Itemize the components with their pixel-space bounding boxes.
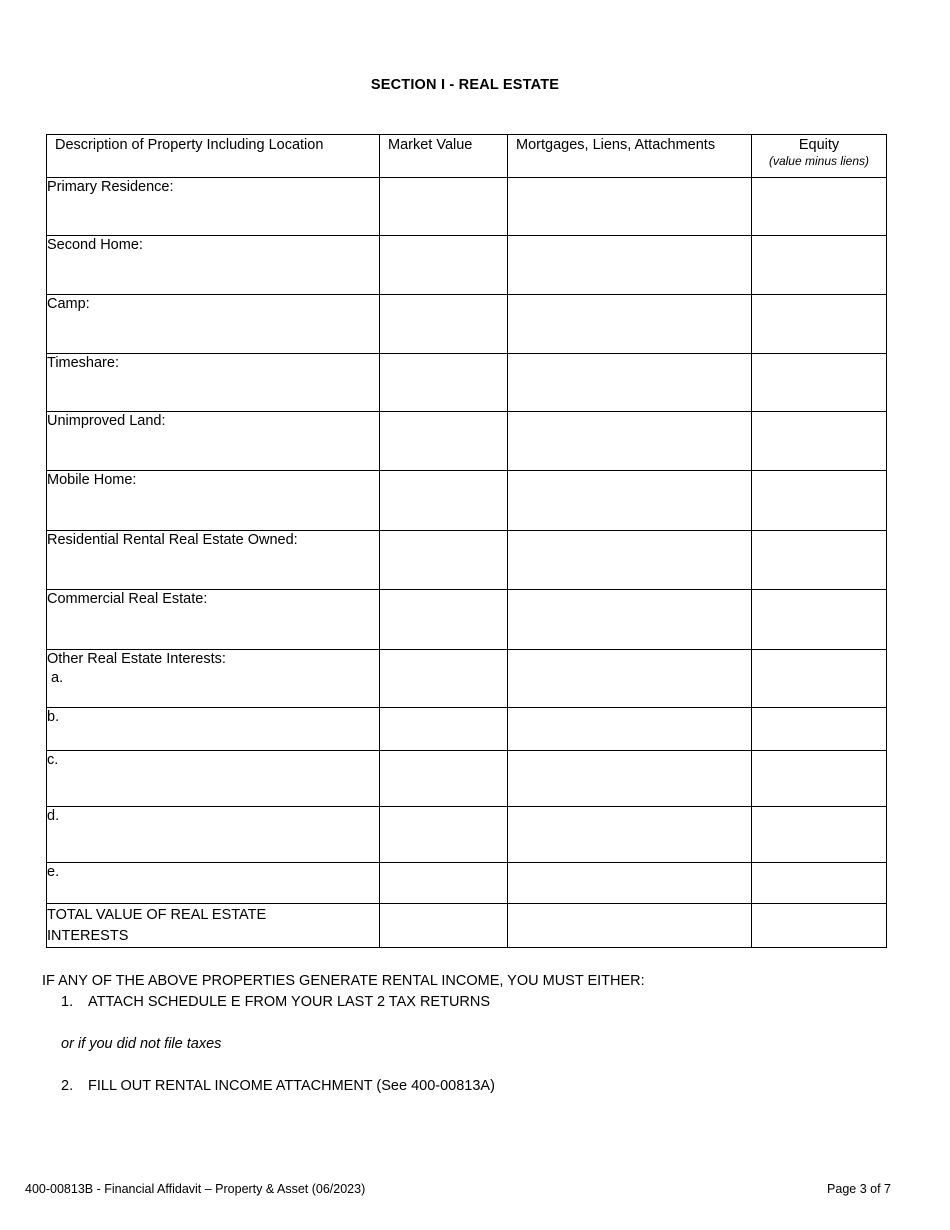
notes-or-text: or if you did not file taxes <box>61 1036 222 1052</box>
total-row <box>47 904 887 948</box>
header-equity <box>752 135 887 178</box>
total-label-line2: INTERESTS <box>47 928 129 944</box>
equity-cell[interactable] <box>752 354 887 412</box>
equity-cell[interactable] <box>752 863 887 904</box>
table-row <box>47 471 887 531</box>
notes-item-1-num: 1. <box>61 994 74 1010</box>
header-market-value: Market Value <box>380 135 508 178</box>
table-header-row <box>47 135 887 178</box>
equity-cell[interactable] <box>752 708 887 751</box>
row-label: Camp: <box>47 295 380 354</box>
market-value-cell[interactable] <box>380 295 508 354</box>
mortgages-cell[interactable] <box>508 863 752 904</box>
market-value-cell[interactable] <box>380 178 508 236</box>
total-market-value-cell[interactable] <box>380 904 508 948</box>
mortgages-cell[interactable] <box>508 236 752 295</box>
header-description: Description of Property Including Location <box>47 135 380 178</box>
equity-cell[interactable] <box>752 412 887 471</box>
market-value-cell[interactable] <box>380 236 508 295</box>
table-row <box>47 354 887 412</box>
market-value-cell[interactable] <box>380 863 508 904</box>
mortgages-cell[interactable] <box>508 471 752 531</box>
mortgages-cell[interactable] <box>508 354 752 412</box>
other-item-d: d. <box>47 807 380 863</box>
equity-cell[interactable] <box>752 650 887 708</box>
mortgages-cell[interactable] <box>508 295 752 354</box>
table-row <box>47 650 887 708</box>
table-row <box>47 295 887 354</box>
row-label: Timeshare: <box>47 354 380 412</box>
section-title: SECTION I - REAL ESTATE <box>370 77 560 93</box>
footer-form-id: 400-00813B - Financial Affidavit – Property & Asset (06/2023) <box>25 1182 366 1196</box>
table-row <box>47 531 887 590</box>
row-label: Unimproved Land: <box>47 412 380 471</box>
other-item-e: e. <box>47 863 380 904</box>
market-value-cell[interactable] <box>380 650 508 708</box>
market-value-cell[interactable] <box>380 412 508 471</box>
table-row <box>47 807 887 863</box>
header-equity-sub: (value minus liens) <box>768 154 870 168</box>
total-label-line1: TOTAL VALUE OF REAL ESTATE <box>47 907 267 923</box>
other-item-c: c. <box>47 751 380 807</box>
table-row <box>47 863 887 904</box>
total-equity-cell[interactable] <box>752 904 887 948</box>
row-label-other <box>47 650 380 708</box>
row-label: Primary Residence: <box>47 178 380 236</box>
market-value-cell[interactable] <box>380 751 508 807</box>
rental-income-notes <box>42 971 645 1097</box>
market-value-cell[interactable] <box>380 354 508 412</box>
footer-page-number: Page 3 of 7 <box>827 1182 891 1196</box>
table-row <box>47 590 887 650</box>
real-estate-table <box>46 134 887 948</box>
equity-cell[interactable] <box>752 178 887 236</box>
notes-item-2-num: 2. <box>61 1078 74 1094</box>
mortgages-cell[interactable] <box>508 708 752 751</box>
header-equity-label: Equity <box>798 137 840 153</box>
header-mortgages: Mortgages, Liens, Attachments <box>508 135 752 178</box>
market-value-cell[interactable] <box>380 708 508 751</box>
equity-cell[interactable] <box>752 295 887 354</box>
mortgages-cell[interactable] <box>508 590 752 650</box>
other-label: Other Real Estate Interests: <box>47 651 226 667</box>
mortgages-cell[interactable] <box>508 412 752 471</box>
row-label: Commercial Real Estate: <box>47 590 380 650</box>
market-value-cell[interactable] <box>380 471 508 531</box>
row-label: Second Home: <box>47 236 380 295</box>
market-value-cell[interactable] <box>380 590 508 650</box>
equity-cell[interactable] <box>752 807 887 863</box>
notes-item-2-text: FILL OUT RENTAL INCOME ATTACHMENT (See 400-00813A) <box>88 1078 495 1094</box>
notes-item-2 <box>42 1076 645 1097</box>
equity-cell[interactable] <box>752 751 887 807</box>
equity-cell[interactable] <box>752 531 887 590</box>
other-item-b: b. <box>47 708 380 751</box>
notes-item-1 <box>42 992 645 1013</box>
total-label <box>47 904 380 948</box>
equity-cell[interactable] <box>752 590 887 650</box>
mortgages-cell[interactable] <box>508 531 752 590</box>
table-row <box>47 236 887 295</box>
market-value-cell[interactable] <box>380 531 508 590</box>
notes-item-1-text: ATTACH SCHEDULE E FROM YOUR LAST 2 TAX RETURNS <box>88 994 491 1010</box>
table-row <box>47 751 887 807</box>
mortgages-cell[interactable] <box>508 807 752 863</box>
equity-cell[interactable] <box>752 236 887 295</box>
notes-heading: IF ANY OF THE ABOVE PROPERTIES GENERATE RENTAL INCOME, YOU MUST EITHER: <box>42 973 645 989</box>
table-row <box>47 178 887 236</box>
mortgages-cell[interactable] <box>508 178 752 236</box>
mortgages-cell[interactable] <box>508 650 752 708</box>
row-label: Mobile Home: <box>47 471 380 531</box>
market-value-cell[interactable] <box>380 807 508 863</box>
other-item-a: a. <box>51 670 64 686</box>
mortgages-cell[interactable] <box>508 751 752 807</box>
equity-cell[interactable] <box>752 471 887 531</box>
table-row <box>47 412 887 471</box>
row-label: Residential Rental Real Estate Owned: <box>47 531 380 590</box>
table-row <box>47 708 887 751</box>
total-mortgages-cell[interactable] <box>508 904 752 948</box>
